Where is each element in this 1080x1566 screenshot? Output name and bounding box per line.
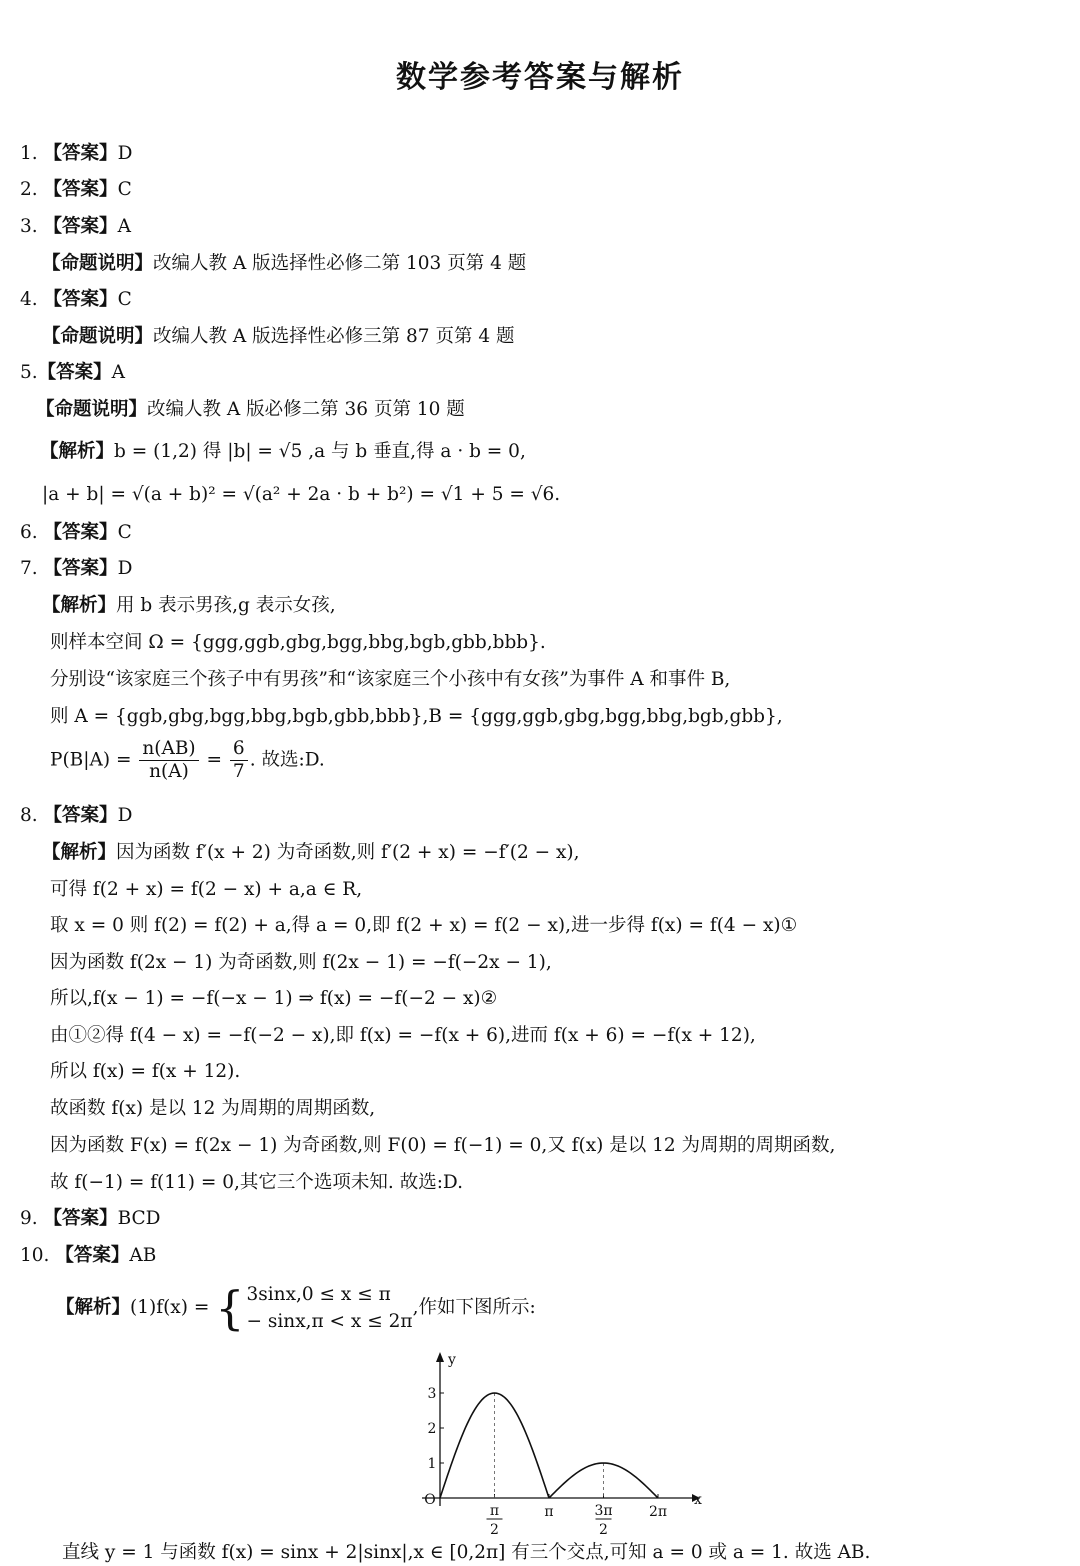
- case-row: 3sinx,0 ≤ x ≤ π: [246, 1284, 391, 1305]
- text-run: 改编人教 A 版选择性必修二第 103 页第 4 题: [153, 253, 527, 274]
- text-run: |a + b| = √(a + b)² = √(a² + 2a · b + b²) = √1 + 5 = √6.: [42, 484, 561, 505]
- y-tick-label: 1: [427, 1456, 437, 1472]
- solution-line: [42, 324, 514, 350]
- x-tick-label: 2: [599, 1522, 608, 1538]
- text-run: 故函数 f(x) 是以 12 为周期的周期函数,: [50, 1098, 376, 1119]
- solution-line: [50, 986, 497, 1012]
- solution-line: [42, 593, 336, 619]
- text-run: 分别设“该家庭三个孩子中有男孩”和“该家庭三个小孩中有女孩”为事件 A 和事件 B,: [50, 669, 731, 690]
- text-run: 则样本空间 Ω = {ggg,ggb,gbg,bgg,bbg,bgb,gbb,bbb}.: [50, 632, 546, 653]
- text-run: AB: [129, 1245, 157, 1266]
- text-run: C: [117, 289, 132, 310]
- text-run: 由①②得 f(4 − x) = −f(−2 − x),即 f(x) = −f(x + 6),进而 f(x + 6) = −f(x + 12),: [50, 1025, 756, 1046]
- left-brace: {: [215, 1281, 245, 1335]
- section-tag: 【答案】: [43, 1208, 118, 1229]
- text-run: D: [117, 805, 133, 826]
- section-tag: 【解析】: [56, 1297, 131, 1318]
- text-run: 故 f(−1) = f(11) = 0,其它三个选项未知. 故选:D.: [50, 1172, 463, 1193]
- text-run: (1)f(x) =: [130, 1297, 216, 1318]
- solution-line: [50, 913, 797, 939]
- section-tag: 【命题说明】: [42, 253, 154, 274]
- fraction-denominator: n(A): [149, 761, 189, 782]
- section-tag: 【解析】: [42, 595, 117, 616]
- x-tick-label: π: [544, 1504, 554, 1520]
- solution-line: [20, 803, 132, 829]
- solution-line: [20, 1243, 156, 1269]
- x-tick-label: π: [489, 1503, 500, 1519]
- fraction: [230, 738, 248, 783]
- text-run: D: [117, 143, 133, 164]
- solution-line: [50, 877, 362, 903]
- solution-line: [50, 738, 325, 783]
- text-run: . 故选:D.: [249, 749, 325, 771]
- x-axis-label: x: [694, 1492, 702, 1508]
- solution-line: [50, 950, 552, 976]
- solution-line: [20, 177, 132, 203]
- text-run: C: [117, 179, 132, 200]
- text-run: 因为函数 F(x) = f(2x − 1) 为奇函数,则 F(0) = f(−1) = 0,又 f(x) 是以 12 为周期的周期函数,: [50, 1135, 836, 1156]
- text-run: BCD: [117, 1208, 161, 1229]
- text-run: 因为函数 f(2x − 1) 为奇函数,则 f(2x − 1) = −f(−2x − 1),: [50, 952, 552, 973]
- text-run: 4.: [20, 289, 44, 310]
- solution-line: [42, 840, 580, 866]
- solution-line: [50, 1096, 375, 1122]
- text-run: C: [117, 522, 132, 543]
- y-tick-label: 2: [427, 1421, 437, 1437]
- text-run: 10.: [20, 1245, 56, 1266]
- origin-label: O: [424, 1492, 436, 1508]
- solution-line: [50, 630, 546, 656]
- section-tag: 【答案】: [43, 558, 118, 579]
- text-run: 6.: [20, 522, 44, 543]
- section-tag: 【答案】: [55, 1245, 130, 1266]
- solution-line: [50, 1023, 756, 1049]
- solution-line: [50, 704, 783, 730]
- solution-line: [20, 287, 132, 313]
- section-tag: 【命题说明】: [36, 399, 148, 420]
- text-run: 8.: [20, 805, 44, 826]
- text-run: 所以,f(x − 1) = −f(−x − 1) ⇒ f(x) = −f(−2 − x)②: [50, 988, 498, 1009]
- fraction-numerator: 6: [230, 738, 248, 761]
- curve-neg-sinx: [549, 1463, 658, 1498]
- page-title: 数学参考答案与解析: [396, 60, 684, 95]
- solution-line: [40, 439, 526, 465]
- solution-line: [62, 1540, 870, 1566]
- fraction-numerator: n(AB): [139, 738, 198, 761]
- section-tag: 【答案】: [37, 362, 112, 383]
- solution-line: [20, 1206, 161, 1232]
- text-run: 直线 y = 1 与函数 f(x) = sinx + 2|sinx|,x ∈ [0,2π] 有三个交点,可知 a = 0 或 a = 1. 故选 AB.: [62, 1542, 871, 1563]
- text-run: 取 x = 0 则 f(2) = f(2) + a,得 a = 0,即 f(2 + x) = f(2 − x),进一步得 f(x) = f(4 − x)①: [50, 915, 798, 936]
- fraction-denominator: 7: [232, 761, 245, 782]
- solution-line: [50, 1170, 463, 1196]
- section-tag: 【答案】: [43, 289, 118, 310]
- section-tag: 【答案】: [43, 143, 118, 164]
- x-tick-label: 3π: [594, 1503, 613, 1519]
- solution-line: [42, 251, 526, 277]
- curve-3sinx: [440, 1393, 549, 1498]
- y-tick-label: 3: [427, 1386, 437, 1402]
- text-run: A: [117, 216, 131, 237]
- text-run: 可得 f(2 + x) = f(2 − x) + a,a ∈ R,: [50, 879, 363, 900]
- solution-line: [20, 141, 132, 167]
- x-tick-label: 2: [490, 1522, 499, 1538]
- text-run: P(B|A) =: [50, 749, 138, 771]
- text-run: 所以 f(x) = f(x + 12).: [50, 1061, 241, 1082]
- piecewise-function-graph: [400, 1348, 710, 1538]
- text-run: A: [111, 362, 126, 383]
- solution-line: [50, 1059, 240, 1085]
- section-tag: 【答案】: [43, 522, 118, 543]
- section-tag: 【解析】: [40, 441, 115, 462]
- text-run: 因为函数 f′(x + 2) 为奇函数,则 f′(2 + x) = −f′(2 − x),: [116, 842, 580, 863]
- solution-line: [50, 667, 730, 693]
- section-tag: 【解析】: [42, 842, 117, 863]
- solution-line: [20, 520, 132, 546]
- text-run: b = (1,2) 得 |b| = √5 ,a 与 b 垂直,得 a · b = 0,: [114, 441, 526, 462]
- solution-line: [20, 556, 132, 582]
- solution-line: [20, 214, 131, 240]
- text-run: 5.: [20, 362, 38, 383]
- text-run: 7.: [20, 558, 44, 579]
- text-run: 3.: [20, 216, 44, 237]
- y-axis-label: y: [448, 1352, 456, 1368]
- section-tag: 【答案】: [43, 805, 118, 826]
- case-row: − sinx,π < x ≤ 2π: [246, 1311, 413, 1332]
- text-run: 则 A = {ggb,gbg,bgg,bbg,bgb,gbb,bbb},B = {ggg,ggb,gbg,bgg,bbg,bgb,gbb},: [50, 706, 783, 727]
- solution-line: [36, 397, 465, 423]
- section-tag: 【命题说明】: [42, 326, 154, 347]
- section-tag: 【答案】: [43, 179, 118, 200]
- text-run: 2.: [20, 179, 44, 200]
- text-run: 1.: [20, 143, 44, 164]
- solution-line: [50, 1133, 835, 1159]
- solution-line: [20, 360, 125, 386]
- text-run: =: [200, 749, 228, 771]
- y-axis-arrow: [436, 1352, 444, 1362]
- text-run: D: [117, 558, 133, 579]
- fraction: [139, 738, 198, 783]
- text-run: 改编人教 A 版选择性必修三第 87 页第 4 题: [153, 326, 515, 347]
- solution-line: [56, 1281, 536, 1335]
- section-tag: 【答案】: [43, 216, 118, 237]
- text-run: ,作如下图所示:: [412, 1297, 536, 1318]
- text-run: 9.: [20, 1208, 44, 1229]
- piecewise-definition: [215, 1281, 412, 1335]
- solution-line: [42, 482, 560, 508]
- cases: [246, 1281, 412, 1335]
- x-tick-label: 2π: [648, 1504, 668, 1520]
- text-run: 用 b 表示男孩,g 表示女孩,: [116, 595, 336, 616]
- text-run: 改编人教 A 版必修二第 36 页第 10 题: [147, 399, 465, 420]
